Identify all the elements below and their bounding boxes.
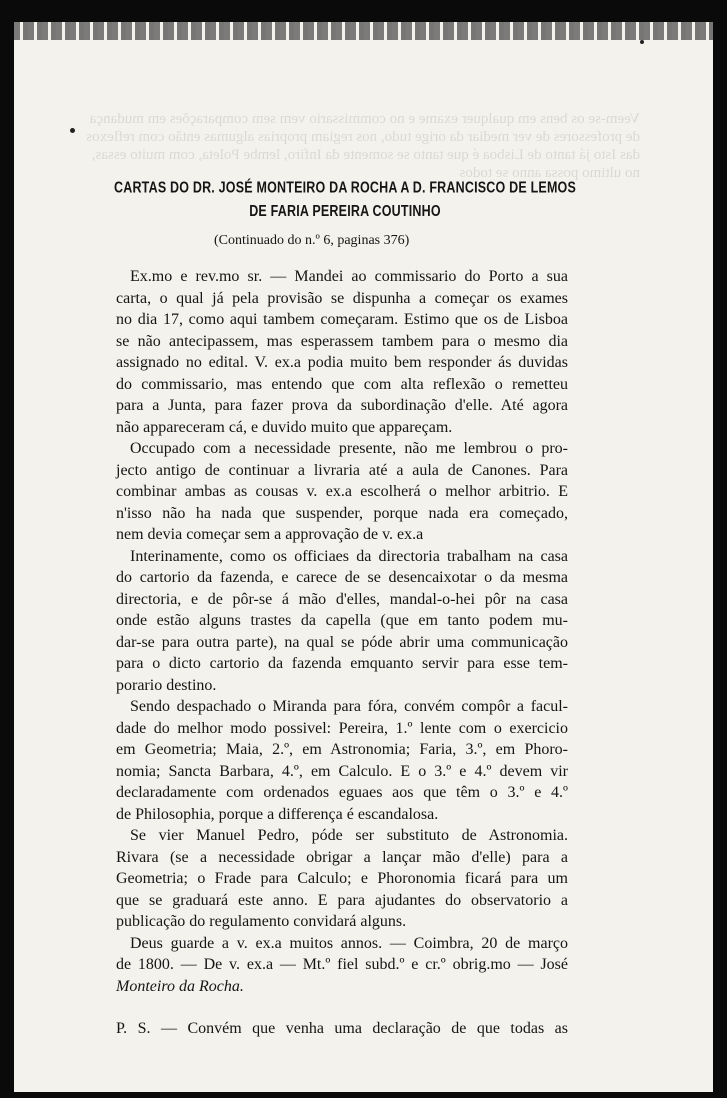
text-line: Geometria; o Frade para Calculo; e Phoronomia ficará para um [116,870,568,887]
bleed-through-content: Veem-se os bens em qualquer exame e no commissario vem sem comparações em mudança de professores de ver mediar da orige tudo, nos regiam proprias algumas então com reflexos das Isto já tanto de Lisboa é que tanto se somente da Infiro, lembe Poleta, com muito essas, no ultimo possa anno se todos [86,111,640,181]
signature-line: Monteiro da Rocha. [116,977,244,995]
text-line: porario destino. [116,676,217,694]
blank-line [116,997,568,1018]
text-line: Interinamente, como os officiaes da directoria trabalham na casa [130,547,568,565]
text-line: em Geometria; Maia, 2.º, em Astronomia; Faria, 3.º, em Phoro- [116,741,568,758]
ink-speck [640,40,644,44]
text-line: dade do melhor modo possivel: Pereira, 1.º lente com o exercicio [116,719,568,737]
text-line: Rivara (se a necessidade obrigar a lançar mão d'elle) para a [116,848,568,866]
text-line: declaradamente com ordenados eguaes aos que têm o 3.º e 4.º [116,784,568,801]
heading-line-1: CARTAS DO DR. JOSÉ MONTEIRO DA ROCHA A D. FRANCISCO DE LEMOS [114,178,577,196]
text-line: para a Junta, para fazer prova da subordinação d'elle. Até agora [116,397,568,414]
text-line: directoria, e de pôr-se á mão d'elles, mandal-o-hei pôr na casa [116,590,568,608]
text-line: de Philosophia, porque a differença é escandalosa. [116,805,439,823]
text-line: carta, o qual já pela provisão se dispunha a começar os exames [116,289,568,307]
text-line: publicação do regulamento convidará alguns. [116,913,407,930]
text-line: Sendo despachado o Miranda para fóra, convém compôr a facul- [130,698,568,715]
text-line: do commissario, mas entendo que com alta reflexão o remetteu [116,375,568,393]
text-line: que se graduará este anno. E para ajudantes do observatorio a [116,891,568,909]
text-line: n'isso não ha nada que suspender, porque nada era começado, [116,504,568,522]
text-line: Occupado com a necessidade presente, não me lembrou o pro- [130,440,568,457]
text-line: não appareceram cá, e duvido muito que appareçam. [116,418,453,436]
text-line: se não antecipassem, mas esperassem tambem para o mesmo dia [116,332,568,350]
letter-body [116,266,568,1040]
text-line: dar-se para outra parte), na qual se póde abrir uma communicação [116,633,568,651]
text-line: jecto antigo de continuar a livraria até a aula de Canones. Para [116,461,568,479]
text-line: combinar ambas as cousas v. ex.a escolherá o melhor arbitrio. E [116,483,568,500]
ink-speck [70,128,75,133]
text-line: nem devia começar sem a approvação de v. ex.a [116,526,424,543]
text-line: Ex.mo e rev.mo sr. — Mandei ao commissario do Porto a sua [130,268,568,285]
postscript-line: P. S. — Convém que venha uma declaração de que todas as [116,1020,568,1037]
heading-line-2: DE FARIA PEREIRA COUTINHO [249,202,441,220]
bleed-through-text [80,110,640,182]
text-line: Se vier Manuel Pedro, póde ser substituto de Astronomia. [130,827,568,844]
text-line: do cartorio da fazenda, e carece de se desencaixotar o da mesma [116,569,568,586]
continuation-note: (Continuado do n.º 6, paginas 376) [214,233,410,248]
text-line: de 1800. — De v. ex.a — Mt.º fiel subd.º e cr.º obrig.mo — José [116,956,568,973]
text-line: Deus guarde a v. ex.a muitos annos. — Coimbra, 20 de março [130,934,568,952]
text-line: onde estão alguns trastes da capella (que em tanto podem mu- [116,612,568,629]
text-line: no dia 17, como aqui tambem começaram. Estimo que os de Lisboa [116,311,568,328]
text-line: nomia; Sancta Barbara, 4.º, em Calculo. E o 3.º e 4.º devem vir [116,762,568,780]
text-line: assignado no edital. V. ex.a podia muito bem responder ás duvidas [116,354,568,371]
letters-heading [114,176,576,224]
text-line: para o dicto cartorio da fazenda emquanto servir para esse tem- [116,655,568,672]
